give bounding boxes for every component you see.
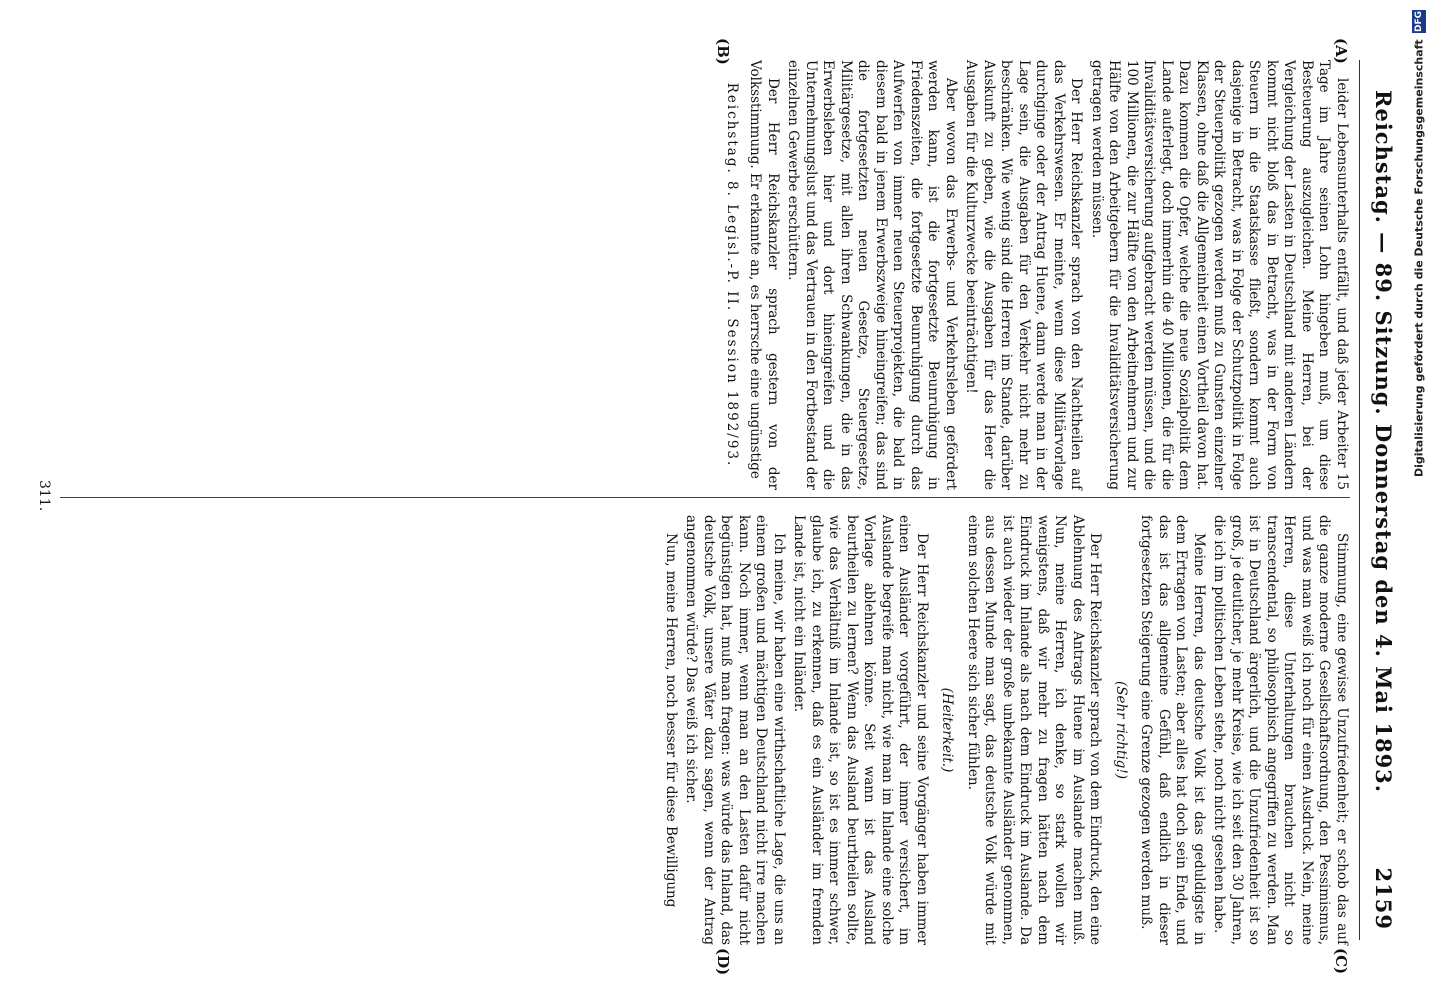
interjection: (Sehr richtig!): [1113, 680, 1129, 780]
dfg-logo: DFG: [1414, 11, 1424, 33]
paragraph: Meine Herren, das deutsche Volk ist das geduldigste in dem Ertragen von Lasten; aber alles hat doch sein Ende, und das ist das allgemeine Gefühl, daß endlich in dieser fortgesetzten Steigerung eine Grenze gezogen werden muß.: [1138, 515, 1207, 945]
paragraph: Der Herr Reichskanzler und seine Vorgänger haben immer einen Ausländer vorgeführt, der immer versichert, im Auslande begreife man nicht, wie man im Inlande eine solche Vorlage ablehnen könne. Seit wann ist das Ausland beurtheilen zu lernen? Wenn das Ausland beurtheilen sollte, wie das Verhältniß im Inlande ist, so ist es immer schwer, glaube ich, zu erkennen, daß es ein Ausländer im fremden Lande ist, nicht ein Inländer.: [791, 515, 930, 945]
margin-mark-c: (C): [1332, 948, 1350, 975]
margin-mark-b: (B): [714, 38, 732, 65]
column-divider: [60, 497, 1350, 498]
paragraph: Ich meine, wir haben eine wirthschaftliche Lage, die uns an einem großen und mächtigen Deutschland nicht irre machen kann. Noch immer, wenn man an den Lasten dafür nicht begünstigen hat, muß man fragen: was würde das Inland, das deutsche Volk, unsere Väter dazu sagen, wenn der Antrag angenommen würde? Das weiß ich sicher.: [683, 515, 787, 945]
page-footer-number: 311.: [36, 480, 52, 512]
credit-text: [1408, 10, 1430, 990]
paragraph: Der Herr Reichskanzler sprach gestern von der Volksstimmung. Er erkannte an, es herrsche eine ungünstige: [747, 60, 781, 490]
paragraph: Nun, meine Herren, noch besser für diese Bewilligung: [663, 533, 679, 908]
digitization-credit: [1408, 10, 1430, 990]
credit-label: Digitalisierung gefördert durch die Deutsche Forschungsgemeinschaft: [1412, 39, 1426, 477]
paragraph: Der Herr Reichskanzler sprach von den Nachtheilen auf das Verkehrswesen. Er meinte, wenn diese Militärvorlage durchginge oder der Antrag Huene, dann werde man in der Lage sein, die Ausgaben für den Verkehr nicht mehr zu beschränken. Wie wenig sind die Herren im Stande, darüber Auskunft zu geben, wie die Ausgaben für das Heer die Ausgaben für die Kulturzwecke beeinträchtigen!: [963, 60, 1085, 490]
paragraph: Aber wovon das Erwerbs- und Verkehrsleben gefördert werden kann, ist die fortgesetzte Beunruhigung in Friedenszeiten, die fortgesetzte Beunruhigung durch das Aufwerfen von immer neuen Steuerprojekten, die bald in diesem bald in jenem Erwerbszweige hineingreifen; das sind die fortgesetzten neuen Gesetze, Steuergesetze, Militärgesetze, mit allen ihren Schwankungen, die in das Erwerbsleben hier und dort hineingreifen und die Unternehmungslust und das Vertrauen in den Fortbestand der einzelnen Gewerbe erschüttern.: [785, 60, 959, 490]
paragraph: Stimmung, eine gewisse Unzufriedenheit; er schob das auf die ganze moderne Gesellschaftsordnung, den Pessimismus, und was man weiß ich noch für einen Ausdruck. Nein, meine Herren, diese Unterhaltungen brauchen nicht so transcendental, so philosophisch angegriffen zu werden. Man ist in Deutschland ärgerlich, und die Unzufriedenheit ist so groß, je deutlicher, je mehr Kreise, wie ich seit den 30 Jahren, die ich im politischen Leben stehe, noch nicht gesehen habe.: [1211, 515, 1350, 945]
paragraph: Der Herr Reichskanzler sprach von dem Eindruck, den eine Ablehnung des Antrags Huene im Auslande machen muß. Nun, meine Herren, ich denke, so stark wollen wir wenigstens, daß wir mehr zu fragen hätten nach dem Eindruck im Inlande als nach dem Eindruck im Auslande. Da ist auch wieder der große unbekannte Ausländer genommen, aus dessen Munde man sagt, das deutsche Volk würde mit einem solchen Heere sich sicher fühlen.: [965, 515, 1104, 945]
page-number: 2159: [1371, 867, 1396, 930]
text-column-right: [659, 515, 1351, 945]
header-rule: [1359, 60, 1360, 940]
margin-mark-d: (D): [714, 948, 732, 976]
session-citation: Reichstag. 8. Legisl.-P. II. Session 1892/93.: [724, 82, 740, 468]
interjection: (Heiterkeit.): [939, 687, 956, 773]
margin-mark-a: (A): [1332, 38, 1350, 64]
page-title: Reichstag. — 89. Sitzung. Donnerstag den 4. Mai 1893.: [1371, 90, 1396, 794]
paragraph: leider Lebensunterhalts entfällt, und daß jeder Arbeiter 15 Tage im Jahre seinen Lohn hingeben muß, um diese Besteuerung auszugleichen. Meine Herren, bei der Vergleichung der Lasten in Deutschland mit anderen Ländern kommt nicht bloß das in Betracht, was in der Form von Steuern in die Staatskasse fließt, sondern kommt auch dasjenige in Betracht, was in Folge der Schutzpolitik in Folge der Steuerpolitik gezogen werden muß zu Gunsten einzelner Klassen, ohne daß die Allgemeinheit einen Vortheil davon hat. Dazu kommen die Opfer, welche die neue Sozialpolitik dem Lande auferlegt, doch immerhin die 40 Millionen, die für die Invaliditätsversicherung aufgebracht werden müssen, und die 100 Millionen, die zur Hälfte von den Arbeitnehmern und zur Hälfte von den Arbeitgebern für die Invaliditätsversicherung getragen werden müssen.: [1089, 60, 1350, 490]
page-header: [1362, 60, 1402, 940]
text-column-left: [720, 60, 1351, 490]
